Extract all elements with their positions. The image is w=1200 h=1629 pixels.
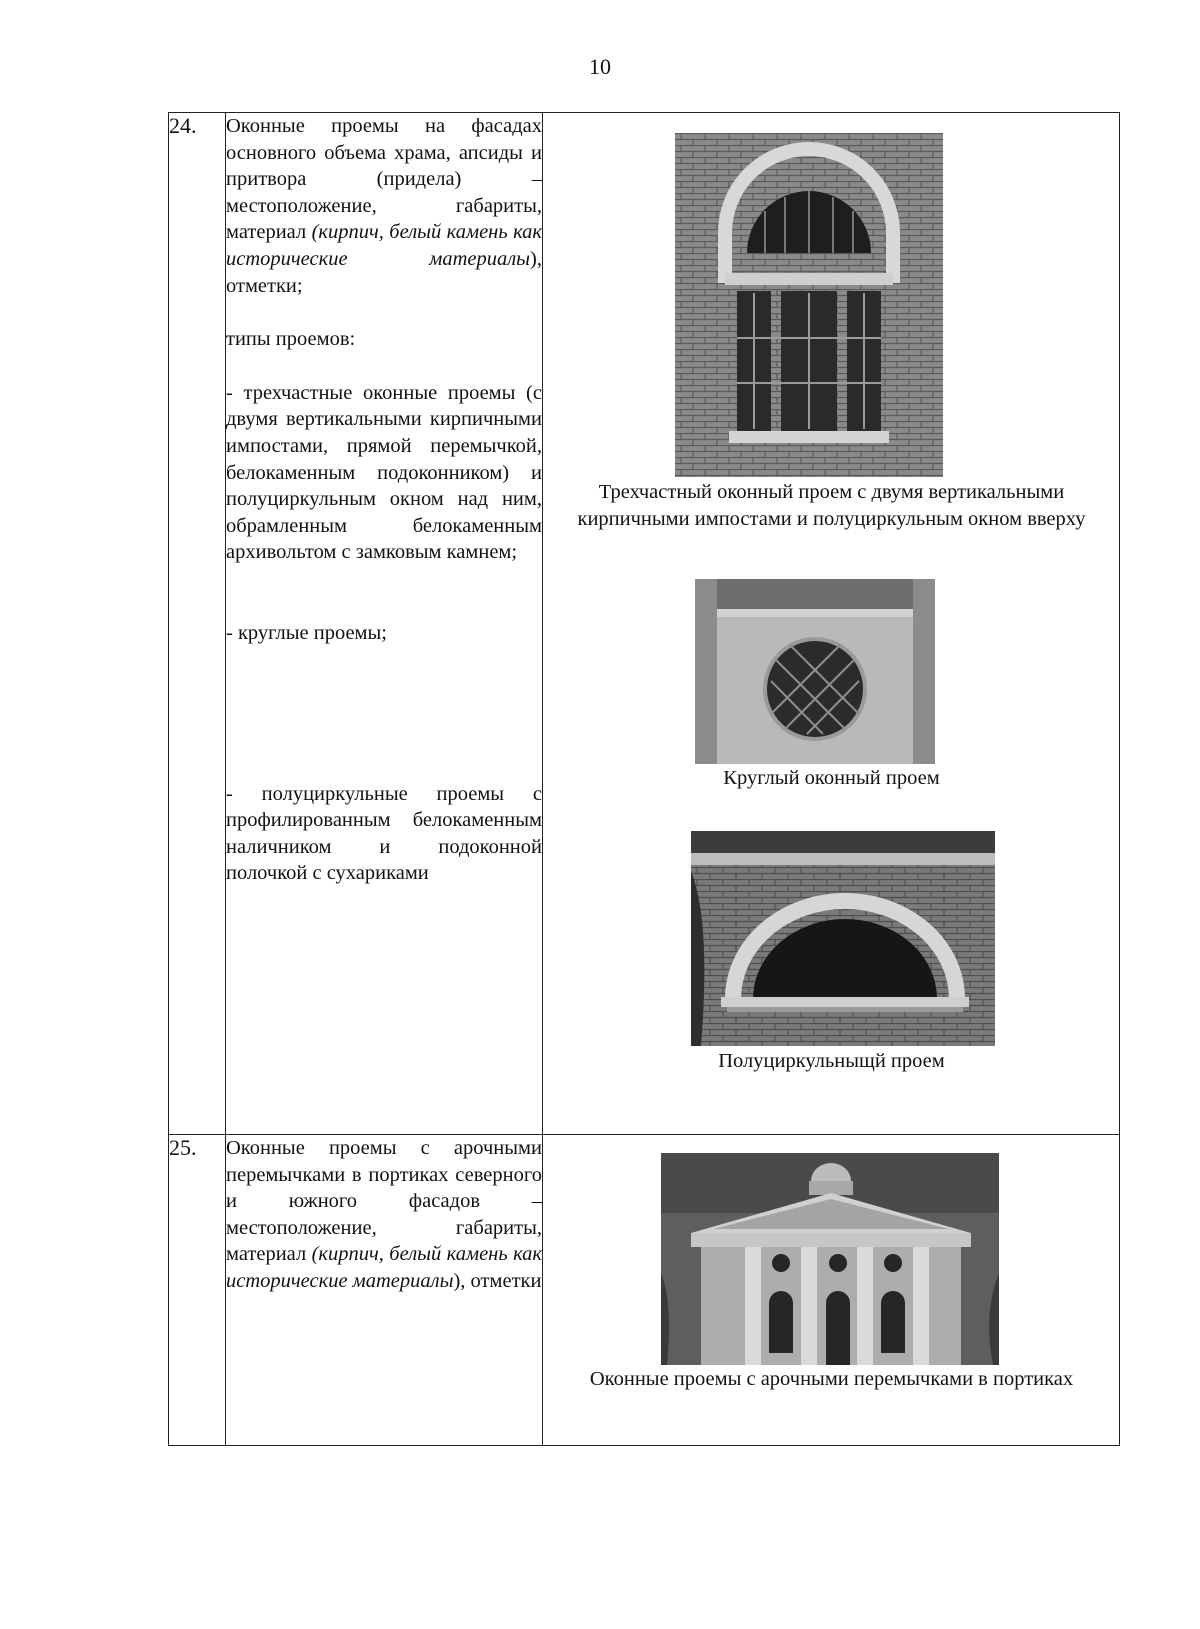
photo-caption: Трехчастный оконный проем с двумя вертикальными кирпичными импостами и полуциркульным окном вверху xyxy=(577,481,1086,530)
row-description xyxy=(226,1135,543,1446)
photo-caption: Круглый оконный проем xyxy=(723,767,940,789)
types-heading: типы проемов: xyxy=(226,328,356,351)
row-images xyxy=(543,113,1120,1135)
table-row xyxy=(169,1135,1120,1446)
row-images xyxy=(543,1135,1120,1446)
portico-arched-windows-photo xyxy=(661,1153,999,1365)
window-type-item: - круглые проемы; xyxy=(226,621,387,644)
round-window-photo xyxy=(695,579,935,764)
row-number: 24. xyxy=(169,113,226,1135)
window-type-item: - полуциркульные проемы с профилированным белокаменным наличником и подоконной полочкой с сухариками xyxy=(226,782,542,885)
photo-caption: Полуциркульныщй проем xyxy=(718,1050,945,1072)
photo-caption: Оконные проемы с арочными перемычками в портиках xyxy=(589,1368,1074,1390)
monuments-table xyxy=(168,112,1120,1446)
page-number: 10 xyxy=(589,54,611,79)
semicircular-window-photo xyxy=(691,831,995,1046)
row-description xyxy=(226,113,543,1135)
window-type-item: - трехчастные оконные проемы (с двумя вертикальными кирпичными импостами, прямой перемычкой, белокаменным подоконником) и полуциркульным окном над ним, обрамленным белокаменным архивольтом с замковым камнем; xyxy=(226,381,542,564)
description-intro: Оконные проемы с арочными перемычками в портиках северного и южного фасадов – местоположение, габариты, материал (кирпич, белый камень как исторические материалы), отметки xyxy=(226,1137,542,1292)
row-number: 25. xyxy=(169,1135,226,1446)
table-row xyxy=(169,113,1120,1135)
description-intro: Оконные проемы на фасадах основного объема храма, апсиды и притвора (придела) – местоположение, габариты, материал (кирпич, белый камень как исторические материалы), отметки; xyxy=(226,115,542,297)
tripartite-window-photo xyxy=(675,133,943,477)
